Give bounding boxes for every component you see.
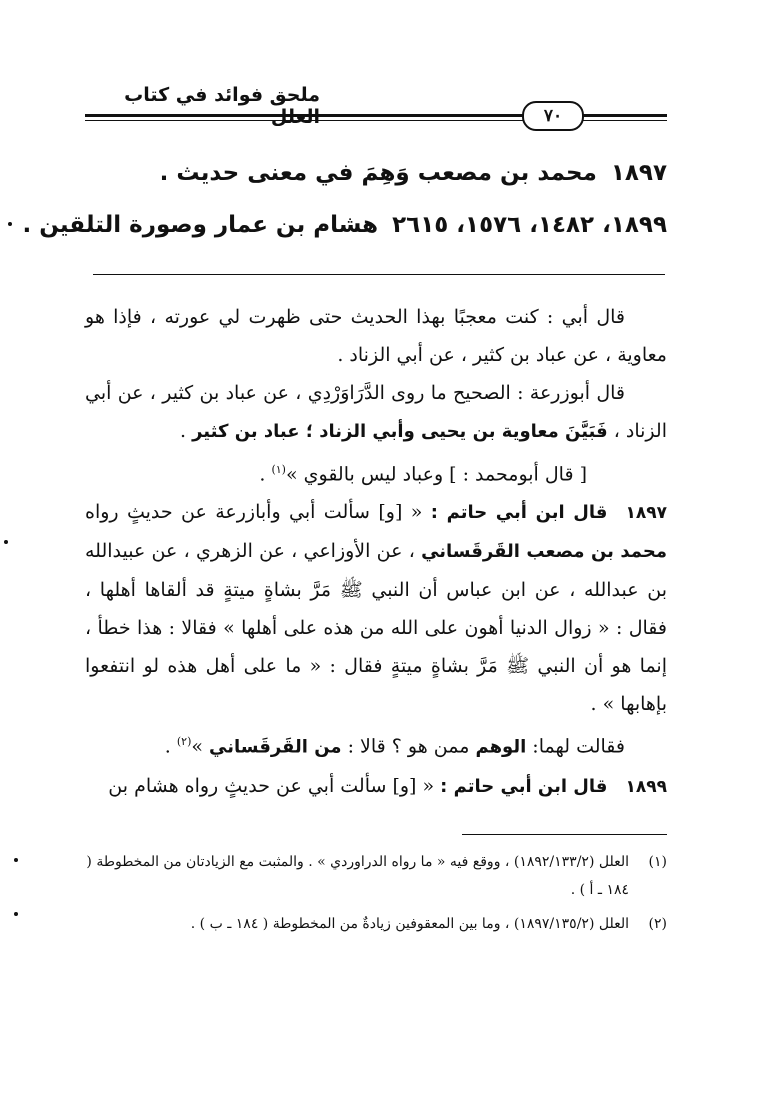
text-run: . (179, 420, 193, 442)
scan-speck (14, 858, 18, 862)
bold-run: فَبَيَّنَ معاوية بن يحيى وأبي الزناد ؛ عباد بن كثير (192, 421, 608, 442)
text-run: فقالت لهما: (526, 735, 625, 758)
paragraph-2 (85, 374, 667, 451)
summary-number: ١٨٩٩، ١٤٨٢، ١٥٧٦، ٢٦١٥ (392, 212, 667, 238)
summary-line-1 (85, 160, 667, 186)
bold-run: قال ابن أبي حاتم : (440, 775, 608, 797)
footnote-2 (85, 910, 667, 938)
footnote-rule (462, 834, 667, 835)
entry-1899 (85, 767, 667, 806)
footnote-text: العلل (١٨٩٧/١٣٥/٢) ، وما بين المعقوفين زيادةٌ من المخطوطة ( ١٨٤ ـ ب ) . (190, 916, 629, 932)
entry-1897 (85, 493, 667, 723)
entry-number: ١٨٩٩ (625, 776, 667, 797)
page-number: ٧٠ (522, 101, 584, 131)
footnote-text: العلل (١٨٩٢/١٣٣/٢) ، ووقع فيه « ما رواه الدراوردي » . والمثبت مع الزيادتان من المخطوطة ( ١٨٤ ـ أ ) . (86, 854, 629, 898)
summary-text: محمد بن مصعب وَهِمَ في معنى حديث . (159, 160, 597, 186)
text-run: « [و] سألت أبي عن حديثٍ رواه هشام بن (108, 774, 441, 797)
paragraph-3 (85, 451, 667, 493)
bold-run: محمد بن مصعب القَرقَساني (421, 541, 667, 563)
footnote-number: (١) (648, 854, 667, 870)
main-text (85, 298, 667, 806)
bold-run: قال ابن أبي حاتم : (430, 502, 608, 524)
text-run: ، عن الأوزاعي ، عن الزهري ، عن عبيدالله بن عبدالله ، عن ابن عباس أن النبي ﷺ مَرَّ بشاةٍ ميتةٍ قد ألقاها أهلها ، فقال : « زوال الدنيا أهون على الله من هذه على أهلها » فقالا : هذا خطأ ، إنما هو أن النبي ﷺ مَرَّ بشاةٍ ميتةٍ فقال : « ما على أهل هذه لو انتفعوا بإهابها » . (85, 540, 667, 716)
scan-speck (4, 540, 8, 544)
scan-speck (8, 222, 12, 226)
text-run: « [و] سألت أبي وأبازرعة عن حديثٍ رواه (85, 501, 431, 524)
text-run: قال أبوزرعة : الصحيح ما روى الدَّرَاوَرْدِي ، عن عباد بن كثير ، عن أبي الزناد ، (85, 382, 667, 442)
footnote-ref: (١) (271, 463, 286, 476)
bold-run: من القَرقَساني (209, 736, 342, 758)
summary-number: ١٨٩٧ (610, 160, 667, 186)
text-run: . (164, 735, 177, 758)
scan-speck (14, 912, 18, 916)
footnotes (85, 848, 667, 944)
bold-run: الوهم (475, 736, 527, 758)
footnote-ref: (٢) (176, 735, 192, 749)
running-title: ملحق فوائد في كتاب العلل (124, 84, 320, 128)
text-run: . (259, 463, 272, 486)
text-run: » (191, 735, 210, 758)
summary-line-2 (22, 212, 667, 238)
text-run: ممن هو ؟ قالا : (341, 735, 476, 758)
footnote-1 (85, 848, 667, 904)
footnote-number: (٢) (648, 916, 667, 932)
entry-number: ١٨٩٧ (625, 503, 667, 524)
summary-text: هشام بن عمار وصورة التلقين . (22, 212, 379, 238)
paragraph-5 (85, 723, 667, 766)
summary-rule (93, 274, 665, 275)
paragraph-1: قال أبي : كنت معجبًا بهذا الحديث حتى ظهرت لي عورته ، فإذا هو معاوية ، عن عباد بن كثير ، عن أبي الزناد . (85, 306, 667, 366)
text-run: [ قال أبومحمد : ] وعباد ليس بالقوي » (285, 463, 587, 486)
